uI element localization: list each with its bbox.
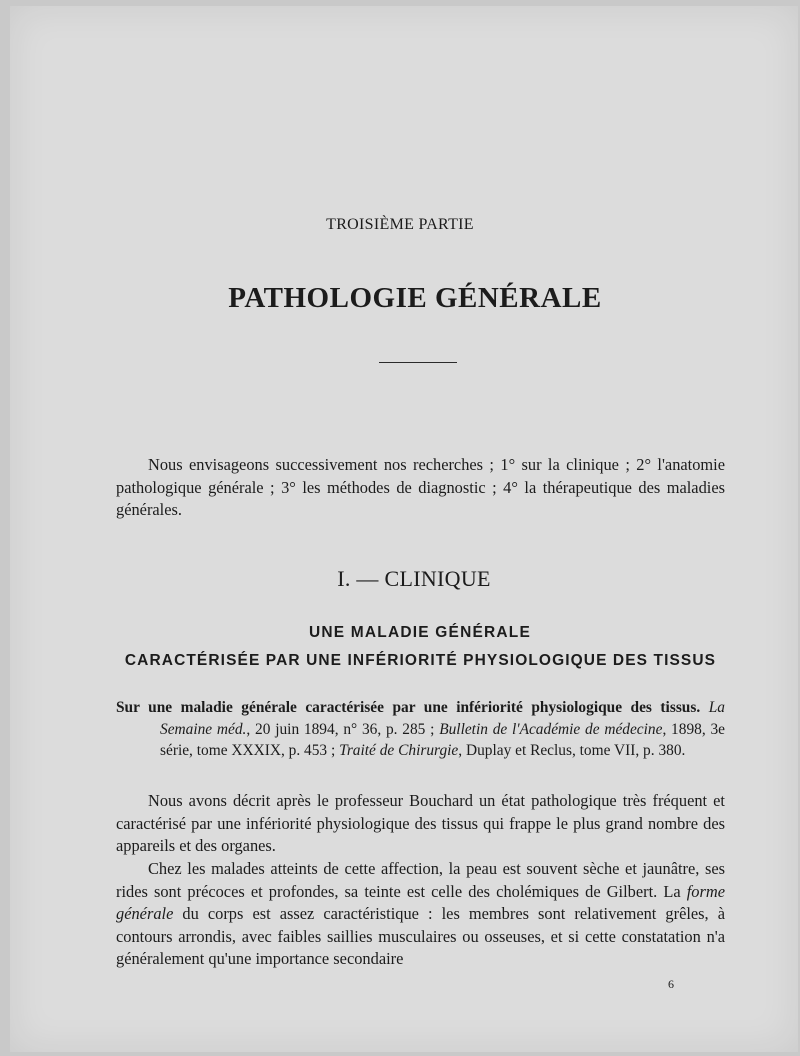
- paragraph-2-italic: forme générale: [116, 881, 725, 923]
- bibliographic-reference: [116, 697, 725, 762]
- reference-detail-2: , 1898, 3e série, tome XXXIX, p. 453 ;: [160, 720, 725, 759]
- paragraph-2-end: du corps est assez caractéristique : les membres sont relativement grêles, à contours arrondis, avec faibles saillies musculaires ou osseuses, et si cette constatation n'a généralement qu'une importance secondaire: [116, 904, 725, 968]
- reference-journal-3: Traité de Chirurgie: [339, 742, 459, 759]
- title-divider: [379, 362, 457, 363]
- reference-detail-1: , 20 juin 1894, n° 36, p. 285 ;: [246, 720, 440, 738]
- subheading-1: UNE MALADIE GÉNÉRALE: [308, 624, 532, 641]
- body-paragraph-1: Nous avons décrit après le professeur Bouchard un état pathologique très fréquent et caractérisé par une infériorité physiologique des tissus qui frappe le plus grand nombre des appareils et des organes.: [116, 791, 725, 855]
- page-number: 6: [668, 977, 674, 991]
- main-title: PATHOLOGIE GÉNÉRALE: [228, 282, 602, 314]
- section-title: I. — CLINIQUE: [337, 566, 491, 591]
- subheading-2: CARACTÉRISÉE PAR UNE INFÉRIORITÉ PHYSIOLOGIQUE DES TISSUS: [124, 652, 717, 669]
- reference-detail-3: , Duplay et Reclus, tome VII, p. 380.: [458, 742, 686, 759]
- reference-title: Sur une maladie générale caractérisée par une infériorité physiologique des tissus.: [116, 699, 701, 716]
- paragraph-2-start: Chez les malades atteints de cette affection, la peau est souvent sèche et jaunâtre, ses rides sont précoces et profondes, sa teinte est celle des cholémiques de Gilbert. La: [116, 859, 725, 901]
- body-paragraph-2: [116, 858, 725, 971]
- reference-journal-1: La Semaine méd.: [160, 699, 725, 738]
- part-label: TROISIÈME PARTIE: [326, 216, 474, 233]
- intro-paragraph: Nous envisageons successivement nos recherches ; 1° sur la clinique ; 2° l'anatomie pathologique générale ; 3° les méthodes de diagnostic ; 4° la thérapeutique des maladies générales.: [116, 455, 725, 519]
- reference-journal-2: Bulletin de l'Académie de médecine: [439, 720, 663, 738]
